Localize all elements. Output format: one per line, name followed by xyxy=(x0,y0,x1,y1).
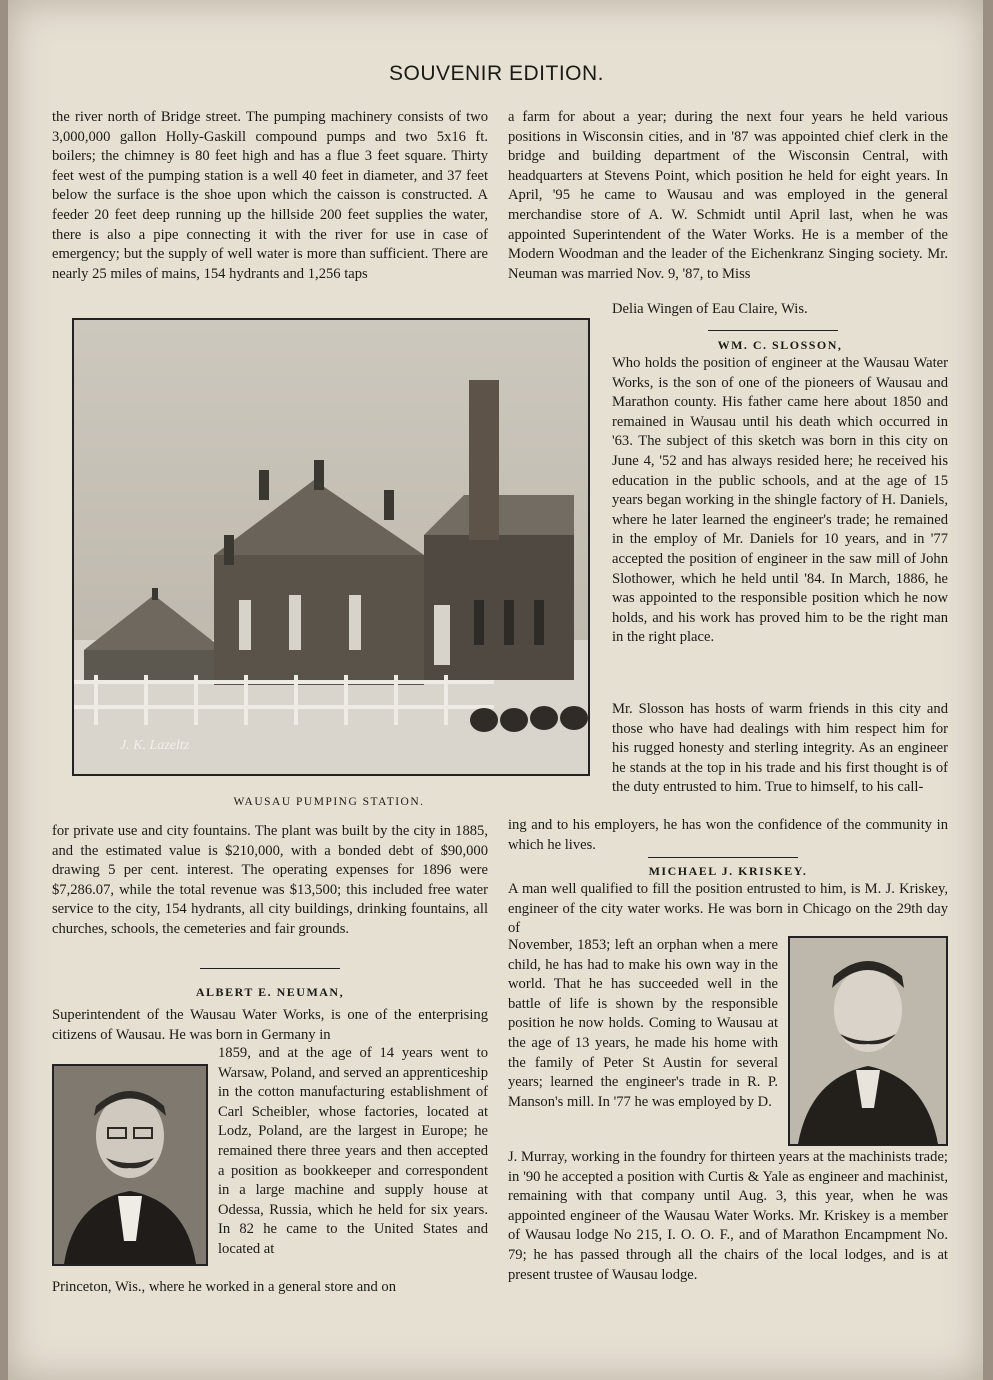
kriskey-end: J. Murray, working in the foundry for thirteen years at the machinists trade; in '90 he accepted a position with Curtis & Yale as engineer and machinist, remaining with that company until Aug. 3, this year, when he was appointed engineer of the Wausau Water Works. Mr. Kriskey is a member of Wausau lodge No 215, I. O. O. F., and of Marathon Encampment No. 79; he has passed through all the chairs of the local lodges, and is at present trustee of Wausau lodge. xyxy=(508,1149,948,1283)
col2-top-last-line: Delia Wingen of Eau Claire, Wis. xyxy=(612,301,808,317)
kriskey-portrait xyxy=(788,936,948,1146)
photographer-signature: J. K. Lazeltz xyxy=(120,738,190,753)
neuman-portrait xyxy=(52,1064,208,1266)
pumping-station-photo xyxy=(72,318,590,776)
slosson-heading: WM. C. SLOSSON, xyxy=(717,338,843,352)
neuman-portrait-illustration xyxy=(54,1066,206,1264)
kriskey-heading: MICHAEL J. KRISKEY. xyxy=(648,864,808,878)
slosson-divider xyxy=(708,330,838,331)
col2-top-text: a farm for about a year; during the next four years he held various positions in Wisconsin cities, and in '87 was appointed chief clerk in the bridge and building department of the Wisconsin Central, with headquarters at Stevens Point, which position he held for eight years. In April, '95 he came to Wausau and was employed in the general merchandise store of A. W. Schmidt until April last, when he was appointed Superintendent of the Water Works. He is a member of the Modern Woodman and the leader of the Eichenkranz Singing society. Mr. Neuman was married Nov. 9, '87, to Miss xyxy=(508,109,948,282)
page-title: SOUVENIR EDITION. xyxy=(388,62,605,85)
kriskey-divider xyxy=(648,857,798,858)
section-divider xyxy=(200,968,340,969)
kriskey-portrait-illustration xyxy=(790,938,946,1144)
col1-top-text: the river north of Bridge street. The pumping machinery consists of two 3,000,000 gallon Holly-Gaskill compound pumps and two 5x16 ft. boilers; the chimney is 80 feet high and has a flue 3 feet square. Thirty feet west of the pumping station is a well 40 feet in diameter, and 37 feet below the surface is the shoe upon which the caisson is constructed. A feeder 20 feet deep running up the hillside 200 feet supplies the water, there is also a pipe connecting it with the river for use in case of emergency; but the supply of well water is more than sufficient. There are nearly 25 miles of mains, 154 hydrants and 1,256 taps xyxy=(52,109,488,282)
col1-mid-text: for private use and city fountains. The plant was built by the city in 1885, and the estimated value is $210,000, with a bonded debt of $90,000 drawing 5 per cent. interest. The operating expenses for 1896 were $7,286.07, while the total revenue was $13,500; this included free water service to the city, 154 hydrants, all city buildings, drinking fountains, all churches, schools, the cemeteries and fair grounds. xyxy=(52,823,488,937)
kriskey-beside: November, 1853; left an orphan when a mere child, he has had to make his own way in the world. That he has succeeded well in the battle of life is shown by the responsible position he now holds. Coming to Wausau at the age of 13 years, he made his home with the family of Peter St Austin for several years; learned the engineer's trade in R. P. Manson's mill. In '77 he was employed by D. xyxy=(508,937,778,1110)
slosson-p1: Who holds the position of engineer at the Wausau Water Works, is the son of one of the pioneers of Wausau and Marathon county. His father came here about 1850 and remained in Wausau until his death which occurred in '63. The subject of this sketch was born in this city on June 4, '52 and has always resided here; he received his education in the public schools, and at the age of 15 years began working in the shingle factory of H. Daniels, where he later learned the engineer's trade; he remained in the employ of Mr. Daniels for 10 years, and in '77 accepted the position of engineer in the saw mill of John Slothower, which he held until '84. In March, 1886, he was appointed to the responsible position which he now holds, and his work has proved him to be the right man in the right place. xyxy=(612,355,948,646)
neuman-heading: ALBERT E. NEUMAN, xyxy=(195,985,345,999)
pumping-station-illustration xyxy=(74,320,588,774)
kriskey-intro: A man well qualified to fill the position entrusted to him, is M. J. Kriskey, engineer of the city water works. He was born in Chicago on the 29th day of xyxy=(508,881,948,937)
photo-caption: WAUSAU PUMPING STATION. xyxy=(233,796,425,808)
neuman-beside: 1859, and at the age of 14 years went to Warsaw, Poland, and served an apprenticeship in the cotton manufacturing establishment of Carl Scheibler, whose factories, located at Lodz, Poland, are the largest in Europe; he remained there three years and then accepted a position as bookkeeper and correspondent in a large machine and supply house at Odessa, Russia, which he held for six years. In 82 he came to the United States and located at xyxy=(218,1045,488,1257)
neuman-end: Princeton, Wis., where he worked in a general store and on xyxy=(52,1279,397,1295)
slosson-p2: Mr. Slosson has hosts of warm friends in this city and those who have had dealings with him respect him for his rugged honesty and sterling integrity. As an engineer he stands at the top in his trade and his first thought is of the duty entrusted to him. True to himself, to his call- xyxy=(612,701,948,796)
slosson-p2-end: ing and to his employers, he has won the confidence of the community in which he lives. xyxy=(508,817,948,853)
neuman-intro: Superintendent of the Wausau Water Works, is one of the enterprising citizens of Wausau. He was born in Germany in xyxy=(52,1007,488,1043)
